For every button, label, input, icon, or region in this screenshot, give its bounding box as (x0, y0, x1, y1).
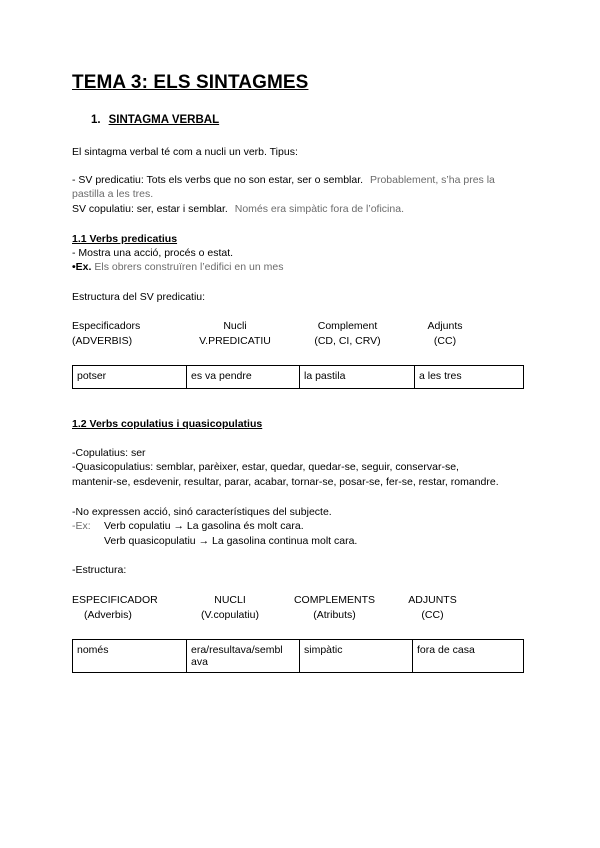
sv-copulatiu-text: SV copulatiu: ser, estar i semblar. (72, 203, 228, 215)
header-complements: COMPLEMENTS (Atributs) (293, 594, 376, 621)
table-cell: era/resultava/sembl ava (187, 640, 300, 673)
no-expressen-line: -No expressen acció, sinó característiques del subjecte. (72, 506, 332, 518)
copulatiu-table (72, 639, 524, 673)
header-especificador: ESPECIFICADOR (Adverbis) (72, 594, 158, 621)
example-quasicopulatiu: Verb quasicopulatiu → La gasolina continua molt cara. (104, 535, 358, 547)
table-cell: potser (73, 366, 187, 389)
header-especificadors: Especificadors (ADVERBIS) (72, 320, 141, 347)
structure-label: Estructura del SV predicatiu: (72, 291, 206, 303)
sv-predicatiu-text: - SV predicatiu: Tots els verbs que no son estar, ser o semblar. (72, 174, 364, 186)
table-row (73, 640, 524, 673)
sv-predicatiu-example: Probablement, s’ha pres la (369, 174, 495, 186)
example-label-2: -Ex: (72, 520, 91, 532)
intro-text: El sintagma verbal té com a nucli un verb. Tipus: (72, 146, 298, 158)
header-nucli-2: NUCLI (V.copulatiu) (201, 594, 259, 621)
sv-predicatiu-example-cont: pastilla a les tres. (72, 188, 154, 200)
predicatius-example (72, 261, 283, 273)
table-cell: es va pendre (187, 366, 300, 389)
estructura-label: -Estructura: (72, 564, 127, 576)
predicatiu-table (72, 365, 524, 389)
subsection-title-1-2: 1.2 Verbs copulatius i quasicopulatius (72, 418, 263, 430)
section-number: 1. (91, 114, 101, 126)
subsection-title-1-1: 1.1 Verbs predicatius (72, 233, 178, 245)
example-copulatiu: Verb copulatiu → La gasolina és molt cara. (104, 520, 304, 532)
quasicopulatius-line-2: mantenir-se, esdevenir, resultar, parar, acabar, tornar-se, posar-se, fer-se, restar, romandre. (72, 476, 499, 488)
example-label: •Ex. (72, 261, 92, 273)
table-cell: fora de casa (413, 640, 524, 673)
header-adjunts: Adjunts (CC) (427, 320, 463, 347)
sv-copulatiu-example: Només era simpàtic fora de l’oficina. (234, 203, 404, 215)
table-cell: simpàtic (300, 640, 413, 673)
header-complement: Complement (CD, CI, CRV) (314, 320, 381, 347)
predicatius-definition: - Mostra una acció, procés o estat. (72, 247, 234, 259)
table-cell: només (73, 640, 187, 673)
example-text: Els obrers construïren l’edifici en un mes (94, 261, 284, 273)
sv-copulatiu-line (72, 203, 404, 215)
page-title: TEMA 3: ELS SINTAGMES (72, 72, 309, 93)
table-cell: la pastila (300, 366, 415, 389)
header-adjunts-2: ADJUNTS (CC) (408, 594, 457, 621)
copulatius-line: -Copulatius: ser (72, 447, 146, 459)
header-nucli: Nucli V.PREDICATIU (199, 320, 271, 347)
section-title: SINTAGMA VERBAL (108, 114, 220, 126)
section-heading (91, 114, 219, 126)
table-row (73, 366, 524, 389)
sv-predicatiu-line (72, 174, 495, 186)
table-cell: a les tres (415, 366, 524, 389)
quasicopulatius-line-1: -Quasicopulatius: semblar, parèixer, estar, quedar, quedar-se, seguir, conservar-se, (72, 461, 459, 473)
